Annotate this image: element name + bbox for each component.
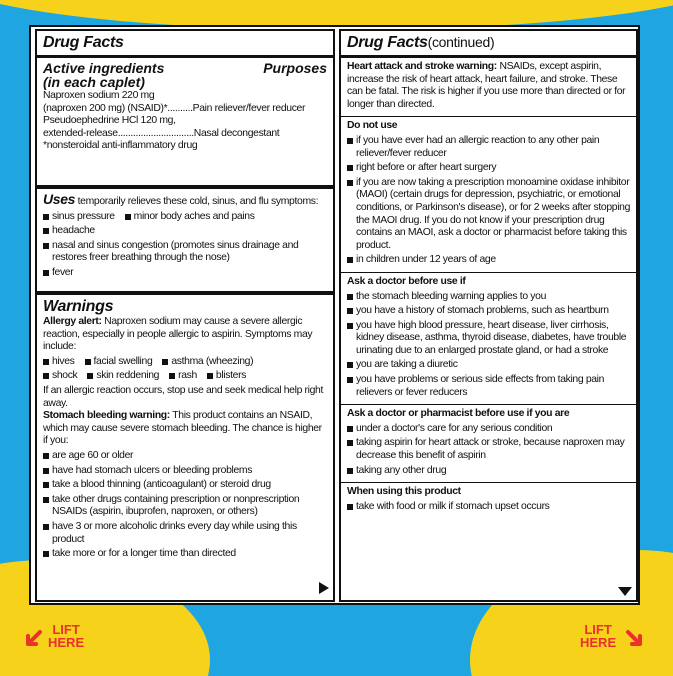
allergy-symptom: asthma (wheezing) [162,356,253,369]
stomach-bleeding-label: Stomach bleeding warning: [43,410,170,422]
ask-doctor-item: you have problems or serious side effects from taking pain relievers or fever reducers [347,374,630,399]
arrow-down-left-icon [22,628,44,650]
ingredient-footnote: *nonsteroidal anti-inflammatory drug [43,140,198,152]
warnings-box [35,293,335,602]
do-not-use-item: if you have ever had an allergic reaction to any other pain reliever/fever reducer [347,135,630,160]
use-item: minor body aches and pains [125,211,255,224]
ask-doctor-item: you have high blood pressure, heart disease, liver cirrhosis, kidney disease, asthma, thyroid disease, diabetes, have trouble urinating due to an enlarged prostate gland, or had a stroke [347,320,630,358]
heart-warning-text: NSAIDs, except aspirin, increase the risk of heart attack, heart failure, and stroke. These can be fatal. The risk is higher if you use more than directed or for longer than directed. [347,61,626,110]
continue-arrow-icon [319,582,329,594]
ask-pharmacist-heading: Ask a doctor or pharmacist before use if you are [347,408,570,420]
allergy-symptom: skin reddening [87,370,159,383]
when-using-heading: When using this product [347,486,461,498]
ask-pharmacist-item: taking aspirin for heart attack or stroke, because naproxen may decrease this benefit of aspirin [347,437,630,462]
drug-facts-title: Drug Facts [43,34,124,51]
use-item: fever [43,267,327,280]
uses-heading: Uses [43,191,76,207]
lift-label: LIFT [584,622,612,637]
stomach-item: have had stomach ulcers or bleeding problems [43,465,327,478]
ask-doctor-item: the stomach bleeding warning applies to you [347,291,630,304]
uses-box [35,187,335,293]
left-column-box-1 [35,29,335,187]
uses-intro: temporarily relieves these cold, sinus, and flu symptoms: [77,196,319,207]
arrow-down-right-icon [624,628,646,650]
right-column-box [339,29,638,602]
ask-pharmacist-item: under a doctor's care for any serious condition [347,423,630,436]
ask-pharmacist-item: taking any other drug [347,465,630,478]
here-label: HERE [580,635,617,650]
stomach-item: take more or for a longer time than directed [43,548,327,561]
use-item: sinus pressure [43,211,115,224]
stomach-item: take other drugs containing prescription or nonprescription NSAIDs (aspirin, ibuprofen, naproxen, or others) [43,494,327,519]
do-not-use-item: right before or after heart surgery [347,162,630,175]
when-using-item: take with food or milk if stomach upset occurs [347,501,630,514]
active-ingredients-heading: Active ingredients [43,60,165,76]
do-not-use-item: if you are now taking a prescription monoamine oxidase inhibitor (MAOI) (certain drugs for depression, psychiatric, or emotional conditions, or Parkinson's disease), or for 2 weeks after stopping the MAOI drug. If you do not know if your prescription drug contains an MAOI, ask a doctor or pharmacist before taking this product. [347,177,630,253]
ingredient-line: extended-release..............................Nasal decongestant [43,127,280,139]
use-item: headache [43,225,327,238]
ask-doctor-item: you have a history of stomach problems, such as heartburn [347,305,630,318]
allergy-symptom: rash [169,370,197,383]
ingredient-line: Pseudoephedrine HCl 120 mg, [43,115,176,127]
here-label: HERE [48,635,85,650]
stomach-item: are age 60 or older [43,450,327,463]
stomach-item: have 3 or more alcoholic drinks every day while using this product [43,521,327,546]
purposes-heading: Purposes [263,60,327,76]
stomach-item: take a blood thinning (anticoagulant) or steroid drug [43,479,327,492]
warnings-heading: Warnings [43,298,114,315]
use-item: nasal and sinus congestion (promotes sinus drainage and restores freer breathing through the nose) [43,240,327,265]
drug-facts-continued-title: Drug Facts(continued) [347,34,495,51]
allergy-alert-label: Allergy alert: [43,316,102,327]
continued-label: (continued) [427,34,495,50]
lift-label: LIFT [52,622,80,637]
allergy-symptom: shock [43,370,77,383]
continue-down-arrow-icon [618,587,632,596]
ask-doctor-item: you are taking a diuretic [347,359,630,372]
allergy-symptom: facial swelling [85,356,153,369]
ingredient-line: (naproxen 200 mg) (NSAID)*..........Pain reliever/fever reducer [43,102,306,114]
allergy-after-text: If an allergic reaction occurs, stop use and seek medical help right away. [43,384,323,409]
do-not-use-heading: Do not use [347,120,398,132]
ask-doctor-heading: Ask a doctor before use if [347,275,466,287]
lift-here-left[interactable] [48,623,84,649]
drug-facts-panel [29,25,640,605]
allergy-alert-text: Naproxen sodium may cause a severe allergic reaction, especially in people allergic to aspirin. Symptoms may include: [43,316,313,353]
allergy-symptom: hives [43,356,75,369]
lift-here-right[interactable] [580,623,616,649]
heart-warning-label: Heart attack and stroke warning: [347,61,497,72]
do-not-use-item: in children under 12 years of age [347,254,630,267]
stomach-bleeding-text: This product contains an NSAID, which may cause severe stomach bleeding. The chance is higher if you: [43,410,322,447]
allergy-symptom: blisters [207,370,246,383]
active-ingredients-subheading: (in each caplet) [43,74,145,90]
ingredient-line: Naproxen sodium 220 mg [43,90,155,101]
